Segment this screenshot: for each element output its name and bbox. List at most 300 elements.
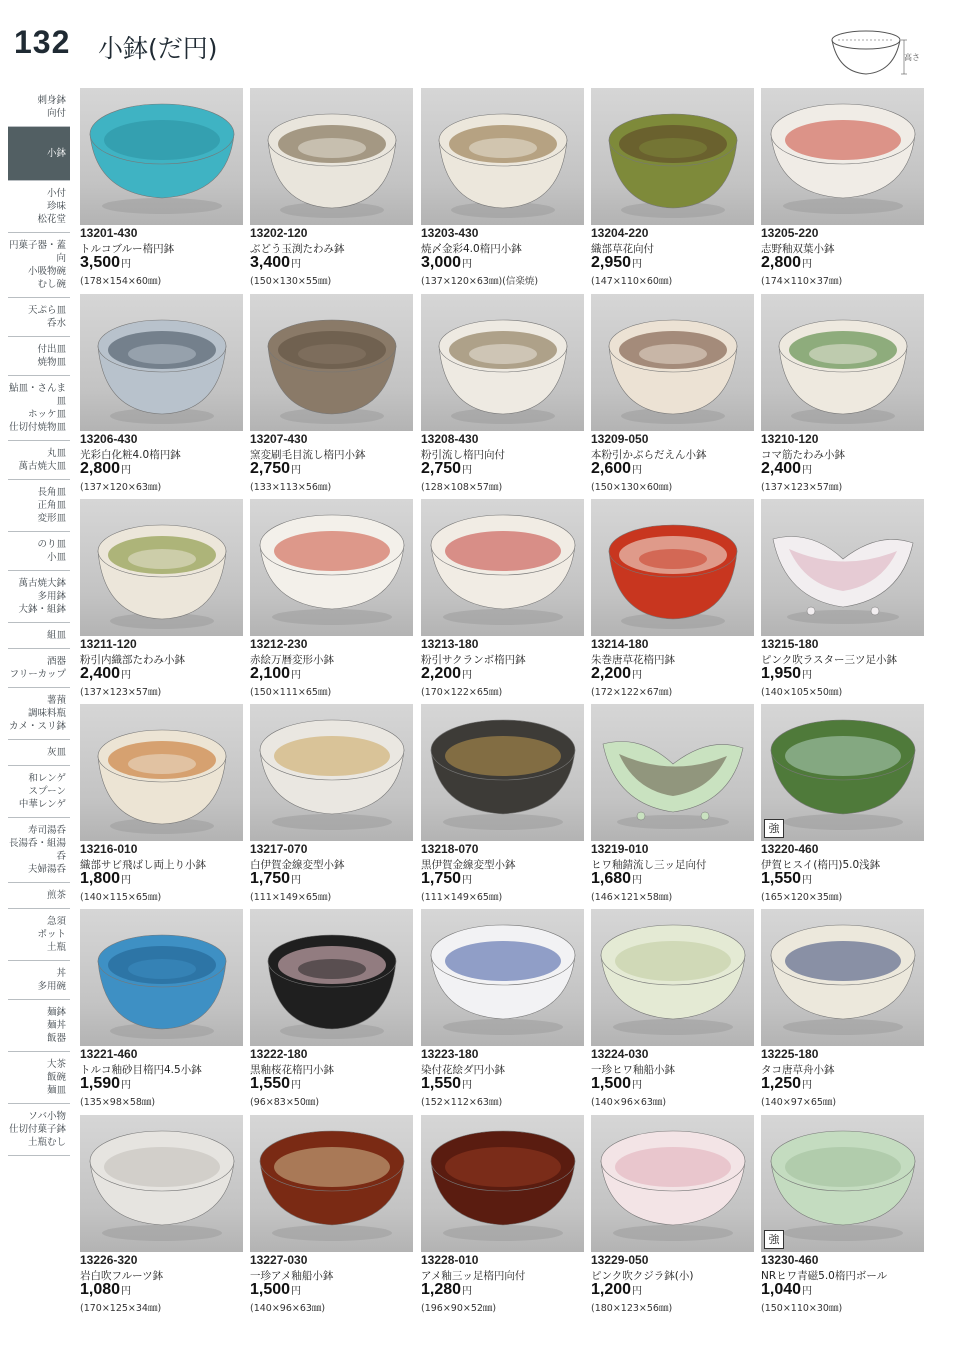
product-card[interactable]	[761, 909, 931, 1109]
price-value: 1,200	[591, 1281, 632, 1298]
price-unit: 円	[802, 1080, 813, 1091]
bowl-image	[250, 294, 413, 431]
product-photo	[591, 1115, 754, 1252]
product-name: ピンク吹ラスター三ツ足小鉢	[761, 654, 897, 666]
product-code: 13218-070	[421, 842, 479, 856]
product-card[interactable]	[591, 909, 761, 1109]
price-value: 1,750	[421, 870, 462, 887]
sidebar-item-16[interactable]: 寿司湯呑 長湯呑・組湯呑 夫婦湯呑	[8, 818, 70, 883]
price-unit: 円	[291, 875, 302, 886]
product-name: 伊賀ヒスイ(楕円)5.0浅鉢	[761, 859, 881, 871]
page-header	[0, 0, 956, 80]
bowl-image	[421, 909, 584, 1046]
product-name: コマ筋たわみ小鉢	[761, 449, 845, 461]
product-dimensions: (140×97×65㎜)	[761, 1097, 837, 1108]
product-code: 13219-010	[591, 842, 649, 856]
product-code: 13227-030	[250, 1253, 308, 1267]
bowl-image	[250, 1115, 413, 1252]
product-photo	[591, 909, 754, 1046]
product-name: 白伊賀金線変型小鉢	[250, 859, 345, 871]
product-price	[250, 1281, 301, 1299]
product-price	[80, 870, 131, 888]
sidebar-item-15[interactable]: 和レンゲ スプーン 中華レンゲ	[8, 766, 70, 818]
product-card[interactable]	[80, 294, 250, 494]
bowl-image	[421, 704, 584, 841]
product-code: 13226-320	[80, 1253, 138, 1267]
product-card[interactable]	[250, 88, 420, 288]
price-value: 1,550	[421, 1075, 462, 1092]
product-code: 13204-220	[591, 226, 649, 240]
sidebar-item-7[interactable]: 丸皿 萬古焼大皿	[8, 441, 70, 480]
product-price	[250, 1075, 301, 1093]
product-name: 岩白吹フルーツ鉢	[80, 1270, 164, 1282]
price-value: 1,680	[591, 870, 632, 887]
price-value: 2,200	[591, 665, 632, 682]
product-code: 13212-230	[250, 637, 308, 651]
product-photo	[591, 88, 754, 225]
product-photo	[761, 909, 924, 1046]
bowl-image	[761, 294, 924, 431]
price-unit: 円	[802, 1286, 813, 1297]
product-dimensions: (172×122×67㎜)	[591, 687, 673, 698]
product-photo	[591, 294, 754, 431]
product-dimensions: (150×111×65㎜)	[250, 687, 332, 698]
price-value: 1,080	[80, 1281, 121, 1298]
product-photo	[421, 88, 584, 225]
product-dimensions: (152×112×63㎜)	[421, 1097, 503, 1108]
product-name: タコ唐草舟小鉢	[761, 1064, 835, 1076]
product-name: ぶどう玉渕たわみ鉢	[250, 243, 345, 255]
product-price	[421, 1075, 472, 1093]
product-photo	[250, 88, 413, 225]
product-price	[591, 460, 642, 478]
product-code: 13228-010	[421, 1253, 479, 1267]
product-code: 13207-430	[250, 432, 308, 446]
price-unit: 円	[802, 465, 813, 476]
product-photo	[421, 294, 584, 431]
product-dimensions: (150×130×55㎜)	[250, 276, 332, 287]
product-dimensions: (96×83×50㎜)	[250, 1097, 320, 1108]
price-value: 1,250	[761, 1075, 802, 1092]
price-unit: 円	[462, 875, 473, 886]
price-unit: 円	[462, 1080, 473, 1091]
product-grid	[80, 88, 930, 1348]
product-card[interactable]	[761, 1115, 931, 1315]
product-photo	[421, 704, 584, 841]
bowl-image	[421, 294, 584, 431]
price-value: 3,000	[421, 254, 462, 271]
sidebar-item-5[interactable]: 付出皿 焼物皿	[8, 337, 70, 376]
product-price	[761, 460, 812, 478]
product-photo	[80, 294, 243, 431]
price-value: 2,750	[250, 460, 291, 477]
price-unit: 円	[632, 875, 643, 886]
product-dimensions: (150×110×30㎜)	[761, 1303, 843, 1314]
product-photo	[250, 704, 413, 841]
product-name: 染付花絵ダ円小鉢	[421, 1064, 505, 1076]
bowl-image	[761, 909, 924, 1046]
product-card[interactable]	[421, 704, 591, 904]
price-unit: 円	[462, 465, 473, 476]
price-value: 1,950	[761, 665, 802, 682]
product-price	[80, 1281, 131, 1299]
price-unit: 円	[121, 1286, 132, 1297]
price-unit: 円	[462, 670, 473, 681]
sidebar-item-14[interactable]: 灰皿	[8, 740, 70, 766]
price-unit: 円	[632, 1080, 643, 1091]
sidebar-item-13[interactable]: 薯蕷 調味料瓶 カメ・スリ鉢	[8, 688, 70, 740]
product-price	[761, 254, 812, 272]
product-card[interactable]	[250, 909, 420, 1109]
product-price	[761, 665, 812, 683]
product-code: 13223-180	[421, 1047, 479, 1061]
product-dimensions: (140×115×65㎜)	[80, 892, 162, 903]
product-dimensions: (180×123×56㎜)	[591, 1303, 673, 1314]
product-card[interactable]	[761, 499, 931, 699]
sidebar-item-10[interactable]: 萬古焼大鉢 多用鉢 大鉢・組鉢	[8, 571, 70, 623]
product-card[interactable]	[591, 294, 761, 494]
product-dimensions: (111×149×65㎜)	[421, 892, 503, 903]
price-value: 2,800	[761, 254, 802, 271]
product-card[interactable]	[421, 88, 591, 288]
product-dimensions: (140×105×50㎜)	[761, 687, 843, 698]
bowl-image	[250, 704, 413, 841]
product-name: 織部草花向付	[591, 243, 654, 255]
product-photo	[761, 499, 924, 636]
product-card[interactable]	[591, 499, 761, 699]
product-price	[591, 665, 642, 683]
product-code: 13210-120	[761, 432, 819, 446]
bowl-image	[80, 499, 243, 636]
price-value: 2,800	[80, 460, 121, 477]
product-code: 13230-460	[761, 1253, 819, 1267]
product-code: 13222-180	[250, 1047, 308, 1061]
product-name: NRヒワ青磁5.0楕円ボール	[761, 1270, 888, 1282]
price-unit: 円	[632, 670, 643, 681]
product-price	[761, 1075, 812, 1093]
product-dimensions: (174×110×37㎜)	[761, 276, 843, 287]
bowl-image	[761, 499, 924, 636]
product-dimensions: (170×122×65㎜)	[421, 687, 503, 698]
product-name: トルコブルー楕円鉢	[80, 243, 175, 255]
price-unit: 円	[121, 465, 132, 476]
sidebar-item-3[interactable]: 円菓子器・蓋向 小吸物碗 むし碗	[8, 233, 70, 298]
product-price	[250, 460, 301, 478]
product-price	[250, 254, 301, 272]
product-name: 窯変刷毛目流し楕円小鉢	[250, 449, 366, 461]
product-price	[80, 254, 131, 272]
price-unit: 円	[291, 670, 302, 681]
price-value: 2,950	[591, 254, 632, 271]
product-photo	[761, 704, 924, 841]
product-code: 13224-030	[591, 1047, 649, 1061]
product-photo	[80, 1115, 243, 1252]
sidebar-item-6[interactable]: 鮎皿・さんま皿 ホッケ皿 仕切付焼物皿	[8, 376, 70, 441]
product-price	[250, 870, 301, 888]
bowl-image	[80, 1115, 243, 1252]
product-price	[421, 870, 472, 888]
product-photo	[421, 909, 584, 1046]
product-dimensions: (137×120×63㎜)	[80, 482, 162, 493]
product-code: 13216-010	[80, 842, 138, 856]
sidebar-item-4[interactable]: 天ぷら皿 呑水	[8, 298, 70, 337]
product-price	[591, 1075, 642, 1093]
product-code: 13221-460	[80, 1047, 138, 1061]
product-photo	[80, 704, 243, 841]
product-price	[591, 870, 642, 888]
product-dimensions: (137×123×57㎜)	[761, 482, 843, 493]
product-code: 13201-430	[80, 226, 138, 240]
product-name: 黒伊賀金線変型小鉢	[421, 859, 516, 871]
product-code: 13214-180	[591, 637, 649, 651]
price-unit: 円	[121, 1080, 132, 1091]
product-photo	[250, 499, 413, 636]
sidebar-item-17[interactable]: 煎茶	[8, 883, 70, 909]
product-name: 一珍ヒワ釉船小鉢	[591, 1064, 675, 1076]
product-code: 13217-070	[250, 842, 308, 856]
product-price	[421, 254, 472, 272]
product-name: 朱巻唐草花楕円鉢	[591, 654, 675, 666]
sidebar-item-2[interactable]: 小付 珍味 松花堂	[8, 181, 70, 233]
price-unit: 円	[632, 259, 643, 270]
product-dimensions: (150×130×60㎜)	[591, 482, 673, 493]
price-unit: 円	[121, 670, 132, 681]
product-name: 黒釉桜花楕円小鉢	[250, 1064, 334, 1076]
product-price	[80, 460, 131, 478]
product-card[interactable]	[591, 1115, 761, 1315]
bowl-image	[421, 88, 584, 225]
product-name: アメ釉三ッ足楕円向付	[421, 1270, 526, 1282]
price-unit: 円	[121, 875, 132, 886]
product-card[interactable]	[80, 499, 250, 699]
product-card[interactable]	[761, 294, 931, 494]
price-value: 1,500	[591, 1075, 632, 1092]
price-unit: 円	[291, 1286, 302, 1297]
product-photo	[421, 1115, 584, 1252]
price-value: 2,100	[250, 665, 291, 682]
product-code: 13206-430	[80, 432, 138, 446]
category-sidebar	[8, 88, 70, 1156]
product-dimensions: (140×96×63㎜)	[591, 1097, 667, 1108]
price-unit: 円	[291, 259, 302, 270]
product-card[interactable]	[80, 88, 250, 288]
product-dimensions: (178×154×60㎜)	[80, 276, 162, 287]
bowl-image	[761, 704, 924, 841]
sidebar-item-9[interactable]: のり皿 小皿	[8, 532, 70, 571]
product-price	[421, 665, 472, 683]
product-code: 13225-180	[761, 1047, 819, 1061]
price-unit: 円	[802, 875, 813, 886]
price-unit: 円	[632, 1286, 643, 1297]
bowl-image	[80, 909, 243, 1046]
product-dimensions: (170×125×34㎜)	[80, 1303, 162, 1314]
product-dimensions: (146×121×58㎜)	[591, 892, 673, 903]
product-name: 粉引内織部たわみ小鉢	[80, 654, 185, 666]
sidebar-item-20[interactable]: 麺鉢 麺丼 飯器	[8, 1000, 70, 1052]
sidebar-item-0[interactable]: 刺身鉢 向付	[8, 88, 70, 127]
bowl-image	[591, 294, 754, 431]
product-card[interactable]	[421, 909, 591, 1109]
product-code: 13205-220	[761, 226, 819, 240]
bowl-image	[591, 1115, 754, 1252]
bowl-image	[761, 88, 924, 225]
price-unit: 円	[462, 259, 473, 270]
sidebar-item-22[interactable]: ソバ小物 仕切付菓子鉢 土瓶むし	[8, 1104, 70, 1156]
product-dimensions: (140×96×63㎜)	[250, 1303, 326, 1314]
bowl-image	[80, 88, 243, 225]
product-photo	[80, 909, 243, 1046]
product-price	[80, 1075, 131, 1093]
price-unit: 円	[462, 1286, 473, 1297]
product-name: ピンク吹クジラ鉢(小)	[591, 1270, 694, 1282]
price-value: 1,750	[250, 870, 291, 887]
product-name: ヒワ釉錆流し三ッ足向付	[591, 859, 707, 871]
product-photo	[80, 88, 243, 225]
product-price	[421, 460, 472, 478]
product-card[interactable]	[421, 1115, 591, 1315]
price-value: 1,500	[250, 1281, 291, 1298]
product-code: 13211-120	[80, 637, 137, 651]
product-dimensions: (135×98×58㎜)	[80, 1097, 156, 1108]
bowl-image	[591, 704, 754, 841]
price-value: 2,400	[80, 665, 121, 682]
product-name: 赤絵万暦変形小鉢	[250, 654, 334, 666]
product-code: 13213-180	[421, 637, 479, 651]
price-unit: 円	[802, 670, 813, 681]
product-price	[250, 665, 301, 683]
product-dimensions: (133×113×56㎜)	[250, 482, 332, 493]
diagram-height-label: 高さ	[904, 53, 920, 62]
product-name: 本粉引かぶらだえん小鉢	[591, 449, 707, 461]
product-card[interactable]	[250, 1115, 420, 1315]
sidebar-item-19[interactable]: 丼 多用碗	[8, 961, 70, 1000]
price-value: 2,600	[591, 460, 632, 477]
bowl-image	[761, 1115, 924, 1252]
product-dimensions: (196×90×52㎜)	[421, 1303, 497, 1314]
product-name: 一珍アメ釉船小鉢	[250, 1270, 334, 1282]
product-photo	[421, 499, 584, 636]
page-number: 132	[14, 24, 71, 60]
page-title: 小鉢(だ円)	[98, 34, 218, 63]
product-card[interactable]	[761, 88, 931, 288]
product-card[interactable]	[80, 909, 250, 1109]
product-card[interactable]	[591, 704, 761, 904]
bowl-image	[591, 499, 754, 636]
product-card[interactable]	[80, 1115, 250, 1315]
bowl-image	[250, 909, 413, 1046]
sidebar-item-12[interactable]: 酒器 フリーカップ	[8, 649, 70, 688]
product-price	[591, 1281, 642, 1299]
product-card[interactable]	[591, 88, 761, 288]
product-card[interactable]	[250, 704, 420, 904]
bowl-image	[80, 704, 243, 841]
product-photo	[761, 294, 924, 431]
product-card[interactable]	[250, 499, 420, 699]
product-price	[421, 1281, 472, 1299]
product-name: 粉引流し楕円向付	[421, 449, 505, 461]
product-dimensions: (137×120×63㎜)(信楽焼)	[421, 276, 539, 287]
product-code: 13208-430	[421, 432, 479, 446]
price-value: 1,800	[80, 870, 121, 887]
product-photo	[80, 499, 243, 636]
product-name: 志野釉双葉小鉢	[761, 243, 835, 255]
product-dimensions: (111×149×65㎜)	[250, 892, 332, 903]
product-dimensions: (137×123×57㎜)	[80, 687, 162, 698]
sidebar-item-11[interactable]: 組皿	[8, 623, 70, 649]
bowl-image	[80, 294, 243, 431]
product-card[interactable]	[421, 499, 591, 699]
product-code: 13209-050	[591, 432, 649, 446]
product-photo	[591, 704, 754, 841]
bowl-image	[591, 88, 754, 225]
product-code: 13229-050	[591, 1253, 649, 1267]
product-name: 焼〆金彩4.0楕円小鉢	[421, 243, 522, 255]
price-value: 3,400	[250, 254, 291, 271]
price-value: 1,590	[80, 1075, 121, 1092]
product-code: 13215-180	[761, 637, 819, 651]
price-unit: 円	[632, 465, 643, 476]
product-photo	[761, 1115, 924, 1252]
product-code: 13220-460	[761, 842, 819, 856]
product-card[interactable]	[761, 704, 931, 904]
product-name: 織部サビ飛ばし両上り小鉢	[80, 859, 206, 871]
product-dimensions: (147×110×60㎜)	[591, 276, 673, 287]
price-value: 3,500	[80, 254, 121, 271]
price-unit: 円	[291, 465, 302, 476]
product-card[interactable]	[80, 704, 250, 904]
product-card[interactable]	[250, 294, 420, 494]
product-price	[80, 665, 131, 683]
product-photo	[591, 499, 754, 636]
price-unit: 円	[802, 259, 813, 270]
price-value: 1,280	[421, 1281, 462, 1298]
bowl-image	[421, 499, 584, 636]
price-value: 2,750	[421, 460, 462, 477]
price-value: 1,550	[761, 870, 802, 887]
product-name: 粉引サクランボ楕円鉢	[421, 654, 526, 666]
sidebar-item-1[interactable]: 小鉢	[8, 127, 70, 181]
price-value: 1,550	[250, 1075, 291, 1092]
product-price	[761, 870, 812, 888]
product-photo	[250, 1115, 413, 1252]
sidebar-item-21[interactable]: 大茶 飯碗 麺皿	[8, 1052, 70, 1104]
strong-badge: 強	[764, 819, 784, 838]
bowl-image	[250, 88, 413, 225]
product-name: 光彩白化粧4.0楕円鉢	[80, 449, 181, 461]
product-code: 13203-430	[421, 226, 479, 240]
sidebar-item-18[interactable]: 急須 ポット 土瓶	[8, 909, 70, 961]
bowl-image	[421, 1115, 584, 1252]
price-value: 2,400	[761, 460, 802, 477]
product-dimensions: (128×108×57㎜)	[421, 482, 503, 493]
price-value: 1,040	[761, 1281, 802, 1298]
product-code: 13202-120	[250, 226, 308, 240]
product-photo	[250, 909, 413, 1046]
product-dimensions: (165×120×35㎜)	[761, 892, 843, 903]
product-price	[761, 1281, 812, 1299]
product-photo	[761, 88, 924, 225]
strong-badge: 強	[764, 1230, 784, 1249]
bowl-image	[250, 499, 413, 636]
price-unit: 円	[121, 259, 132, 270]
product-name: トルコ釉砂目楕円4.5小鉢	[80, 1064, 202, 1076]
bowl-image	[591, 909, 754, 1046]
product-photo	[250, 294, 413, 431]
sidebar-item-8[interactable]: 長角皿 正角皿 変形皿	[8, 480, 70, 532]
price-value: 2,200	[421, 665, 462, 682]
product-card[interactable]	[421, 294, 591, 494]
price-unit: 円	[291, 1080, 302, 1091]
